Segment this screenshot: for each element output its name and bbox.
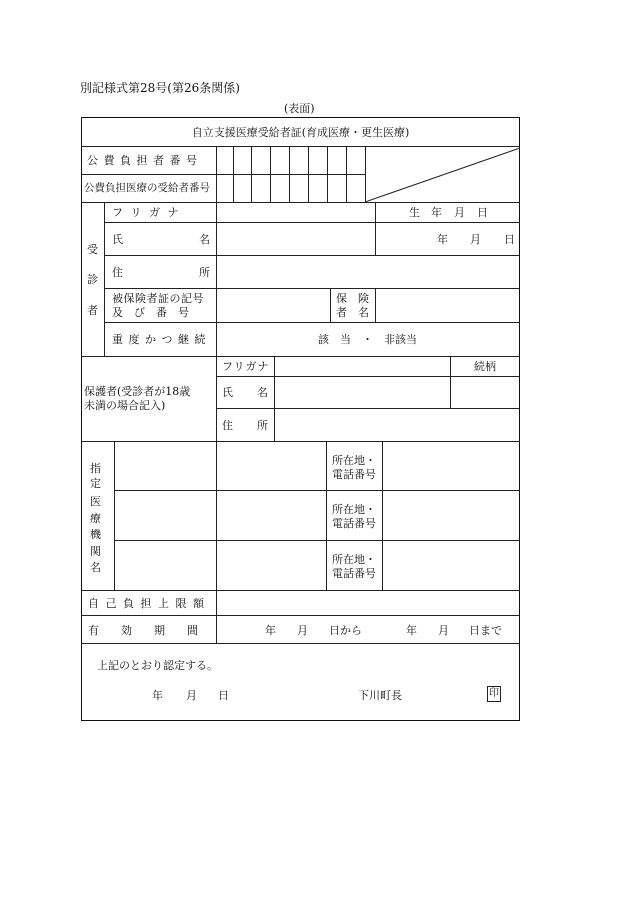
- address-label-1: 住: [112, 266, 123, 279]
- self-pay-limit-label: 自 己 負 担 上 限 額: [88, 597, 206, 610]
- institution-label-7: 名: [90, 561, 101, 574]
- furigana-label: フ リ ガ ナ: [112, 206, 181, 219]
- birth-day: 日: [504, 233, 515, 246]
- institution-label-1: 指: [90, 462, 101, 475]
- guardian-label-1: 保護者(受診者が18歳: [84, 385, 191, 398]
- front-side-label: (表面): [284, 102, 315, 115]
- insured-card-label-2: 及 び 番 号: [112, 306, 189, 319]
- guardian-furigana-label: フリガナ: [222, 360, 270, 373]
- severe-continuous-label: 重 度 か つ 継 続: [112, 333, 207, 346]
- validity-from-year: 年: [265, 624, 276, 637]
- recipient-number-label: 公費負担医療の受給者番号: [84, 182, 210, 194]
- inst1-address-label-1: 所在地・: [332, 454, 376, 467]
- diagonal-strike: [365, 146, 520, 202]
- issuing-authority: 下川町長: [358, 689, 402, 702]
- certification-text: 上記のとおり認定する。: [97, 659, 218, 672]
- cert-year: 年: [152, 689, 163, 702]
- payer-number-label: 公 費 負 担 者 番 号: [87, 154, 198, 167]
- name-label-2: 名: [199, 233, 210, 246]
- insurer-label-2: 者 名: [336, 306, 369, 319]
- severe-continuous-options: 該 当 ・ 非該当: [318, 333, 417, 346]
- inst2-address-label-2: 電話番号: [332, 517, 376, 530]
- inst3-address-label-1: 所在地・: [332, 553, 376, 566]
- guardian-relation-label: 続柄: [474, 360, 496, 373]
- birth-month: 月: [470, 233, 481, 246]
- guardian-name-label-2: 名: [257, 386, 268, 399]
- birth-year: 年: [437, 233, 448, 246]
- institution-label-5: 機: [90, 528, 101, 541]
- validity-label: 有 効 期 間: [88, 624, 198, 637]
- guardian-address-label-2: 所: [257, 419, 268, 432]
- insured-card-label-1: 被保険者証の記号: [112, 292, 204, 305]
- guardian-address-label-1: 住: [222, 419, 233, 432]
- name-label-1: 氏: [112, 233, 123, 246]
- validity-to-month: 月: [438, 624, 449, 637]
- patient-group-label-2: 診: [87, 273, 98, 286]
- inst1-address-label-2: 電話番号: [332, 468, 376, 481]
- inst3-address-label-2: 電話番号: [332, 567, 376, 580]
- seal-box: 印: [487, 686, 501, 702]
- validity-from-day: 日から: [329, 624, 362, 637]
- birth-label-4: 日: [477, 206, 488, 219]
- birth-label-1: 生: [409, 206, 420, 219]
- patient-group-label-3: 者: [87, 304, 98, 317]
- institution-label-3: 医: [90, 495, 101, 508]
- birth-label-3: 月: [454, 206, 465, 219]
- certificate-title: 自立支援医療受給者証(育成医療・更生医療): [191, 126, 410, 139]
- birth-label-2: 年: [431, 206, 442, 219]
- validity-to-year: 年: [406, 624, 417, 637]
- guardian-name-label-1: 氏: [222, 386, 233, 399]
- form-number: 別記様式第28号(第26条関係): [80, 81, 240, 95]
- validity-from-month: 月: [297, 624, 308, 637]
- cert-day: 日: [218, 689, 229, 702]
- insurer-label-1: 保 険: [336, 292, 369, 305]
- address-label-2: 所: [199, 266, 210, 279]
- institution-label-4: 療: [90, 512, 101, 525]
- institution-label-2: 定: [90, 477, 101, 490]
- institution-label-6: 関: [90, 545, 101, 558]
- validity-to-day: 日まで: [469, 624, 502, 637]
- guardian-label-2: 未満の場合記入): [84, 399, 166, 412]
- cert-month: 月: [186, 689, 197, 702]
- patient-group-label-1: 受: [87, 243, 98, 256]
- inst2-address-label-1: 所在地・: [332, 503, 376, 516]
